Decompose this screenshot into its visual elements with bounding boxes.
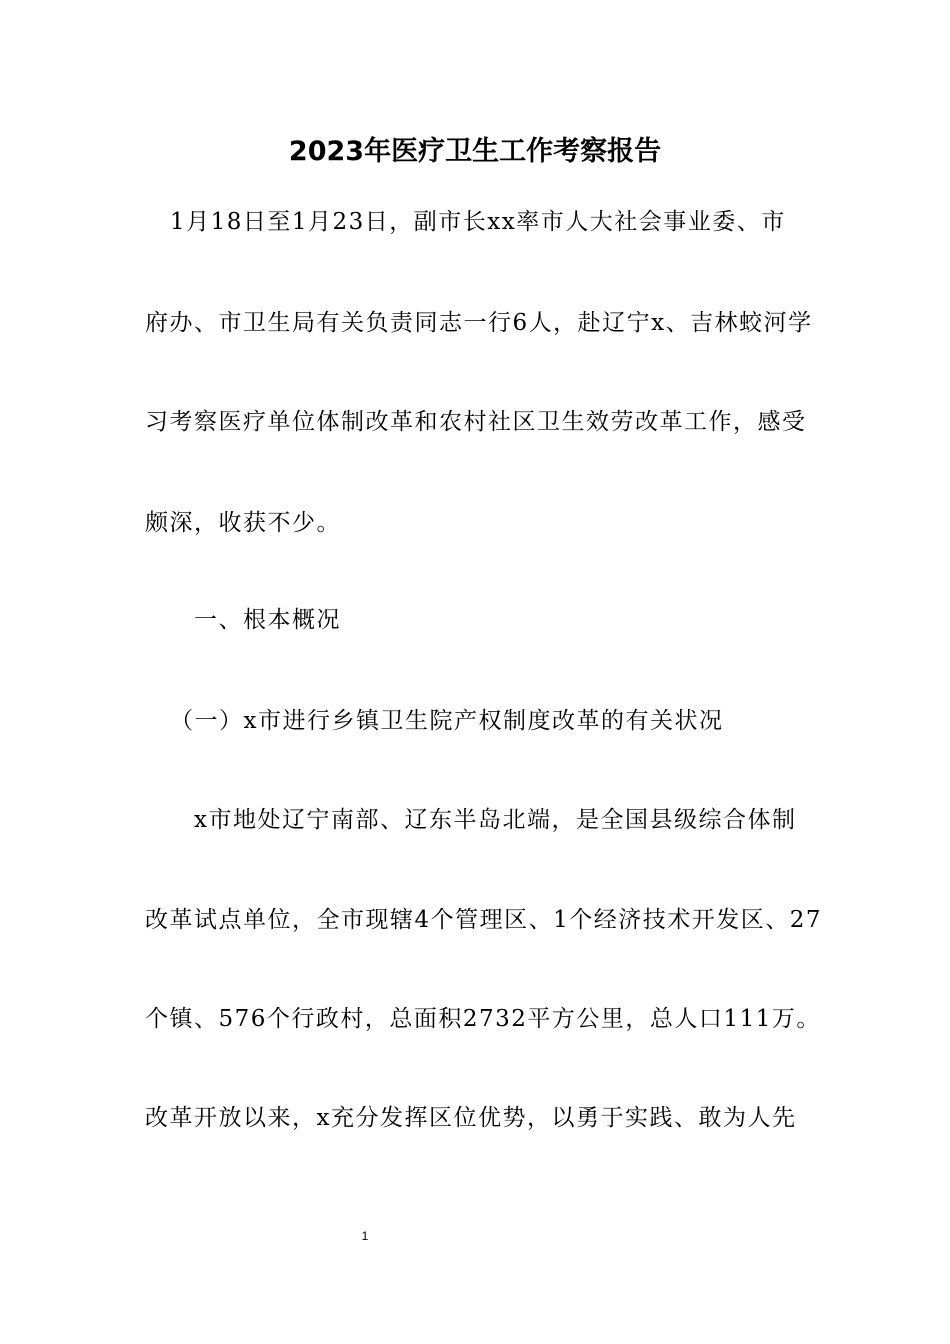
document-title: 2023年医疗卫生工作考察报告 [288,136,662,167]
paragraph-line: 改革开放以来，x充分发挥区位优势，以勇于实践、敢为人先 [145,1105,797,1131]
page-number: 1 [361,1229,369,1243]
paragraph-line: 府办、市卫生局有关负责同志一行6人，赴辽宁x、吉林蛟河学 [145,310,813,336]
paragraph-line: 个镇、576个行政村，总面积2732平方公里，总人口111万。 [145,1006,821,1032]
paragraph-line: 颇深，收获不少。 [145,510,341,536]
subsection-heading: （一）x市进行乡镇卫生院产权制度改革的有关状况 [170,708,724,734]
paragraph-line: 习考察医疗单位体制改革和农村社区卫生效劳改革工作，感受 [145,409,807,435]
paragraph-line: 改革试点单位，全市现辖4个管理区、1个经济技术开发区、27 [145,907,823,933]
paragraph-line: 1月18日至1月23日，副市长xx率市人大社会事业委、市 [170,209,786,235]
section-heading: 一、根本概况 [194,607,341,633]
paragraph-line: x市地处辽宁南部、辽东半岛北端，是全国县级综合体制 [194,807,797,833]
